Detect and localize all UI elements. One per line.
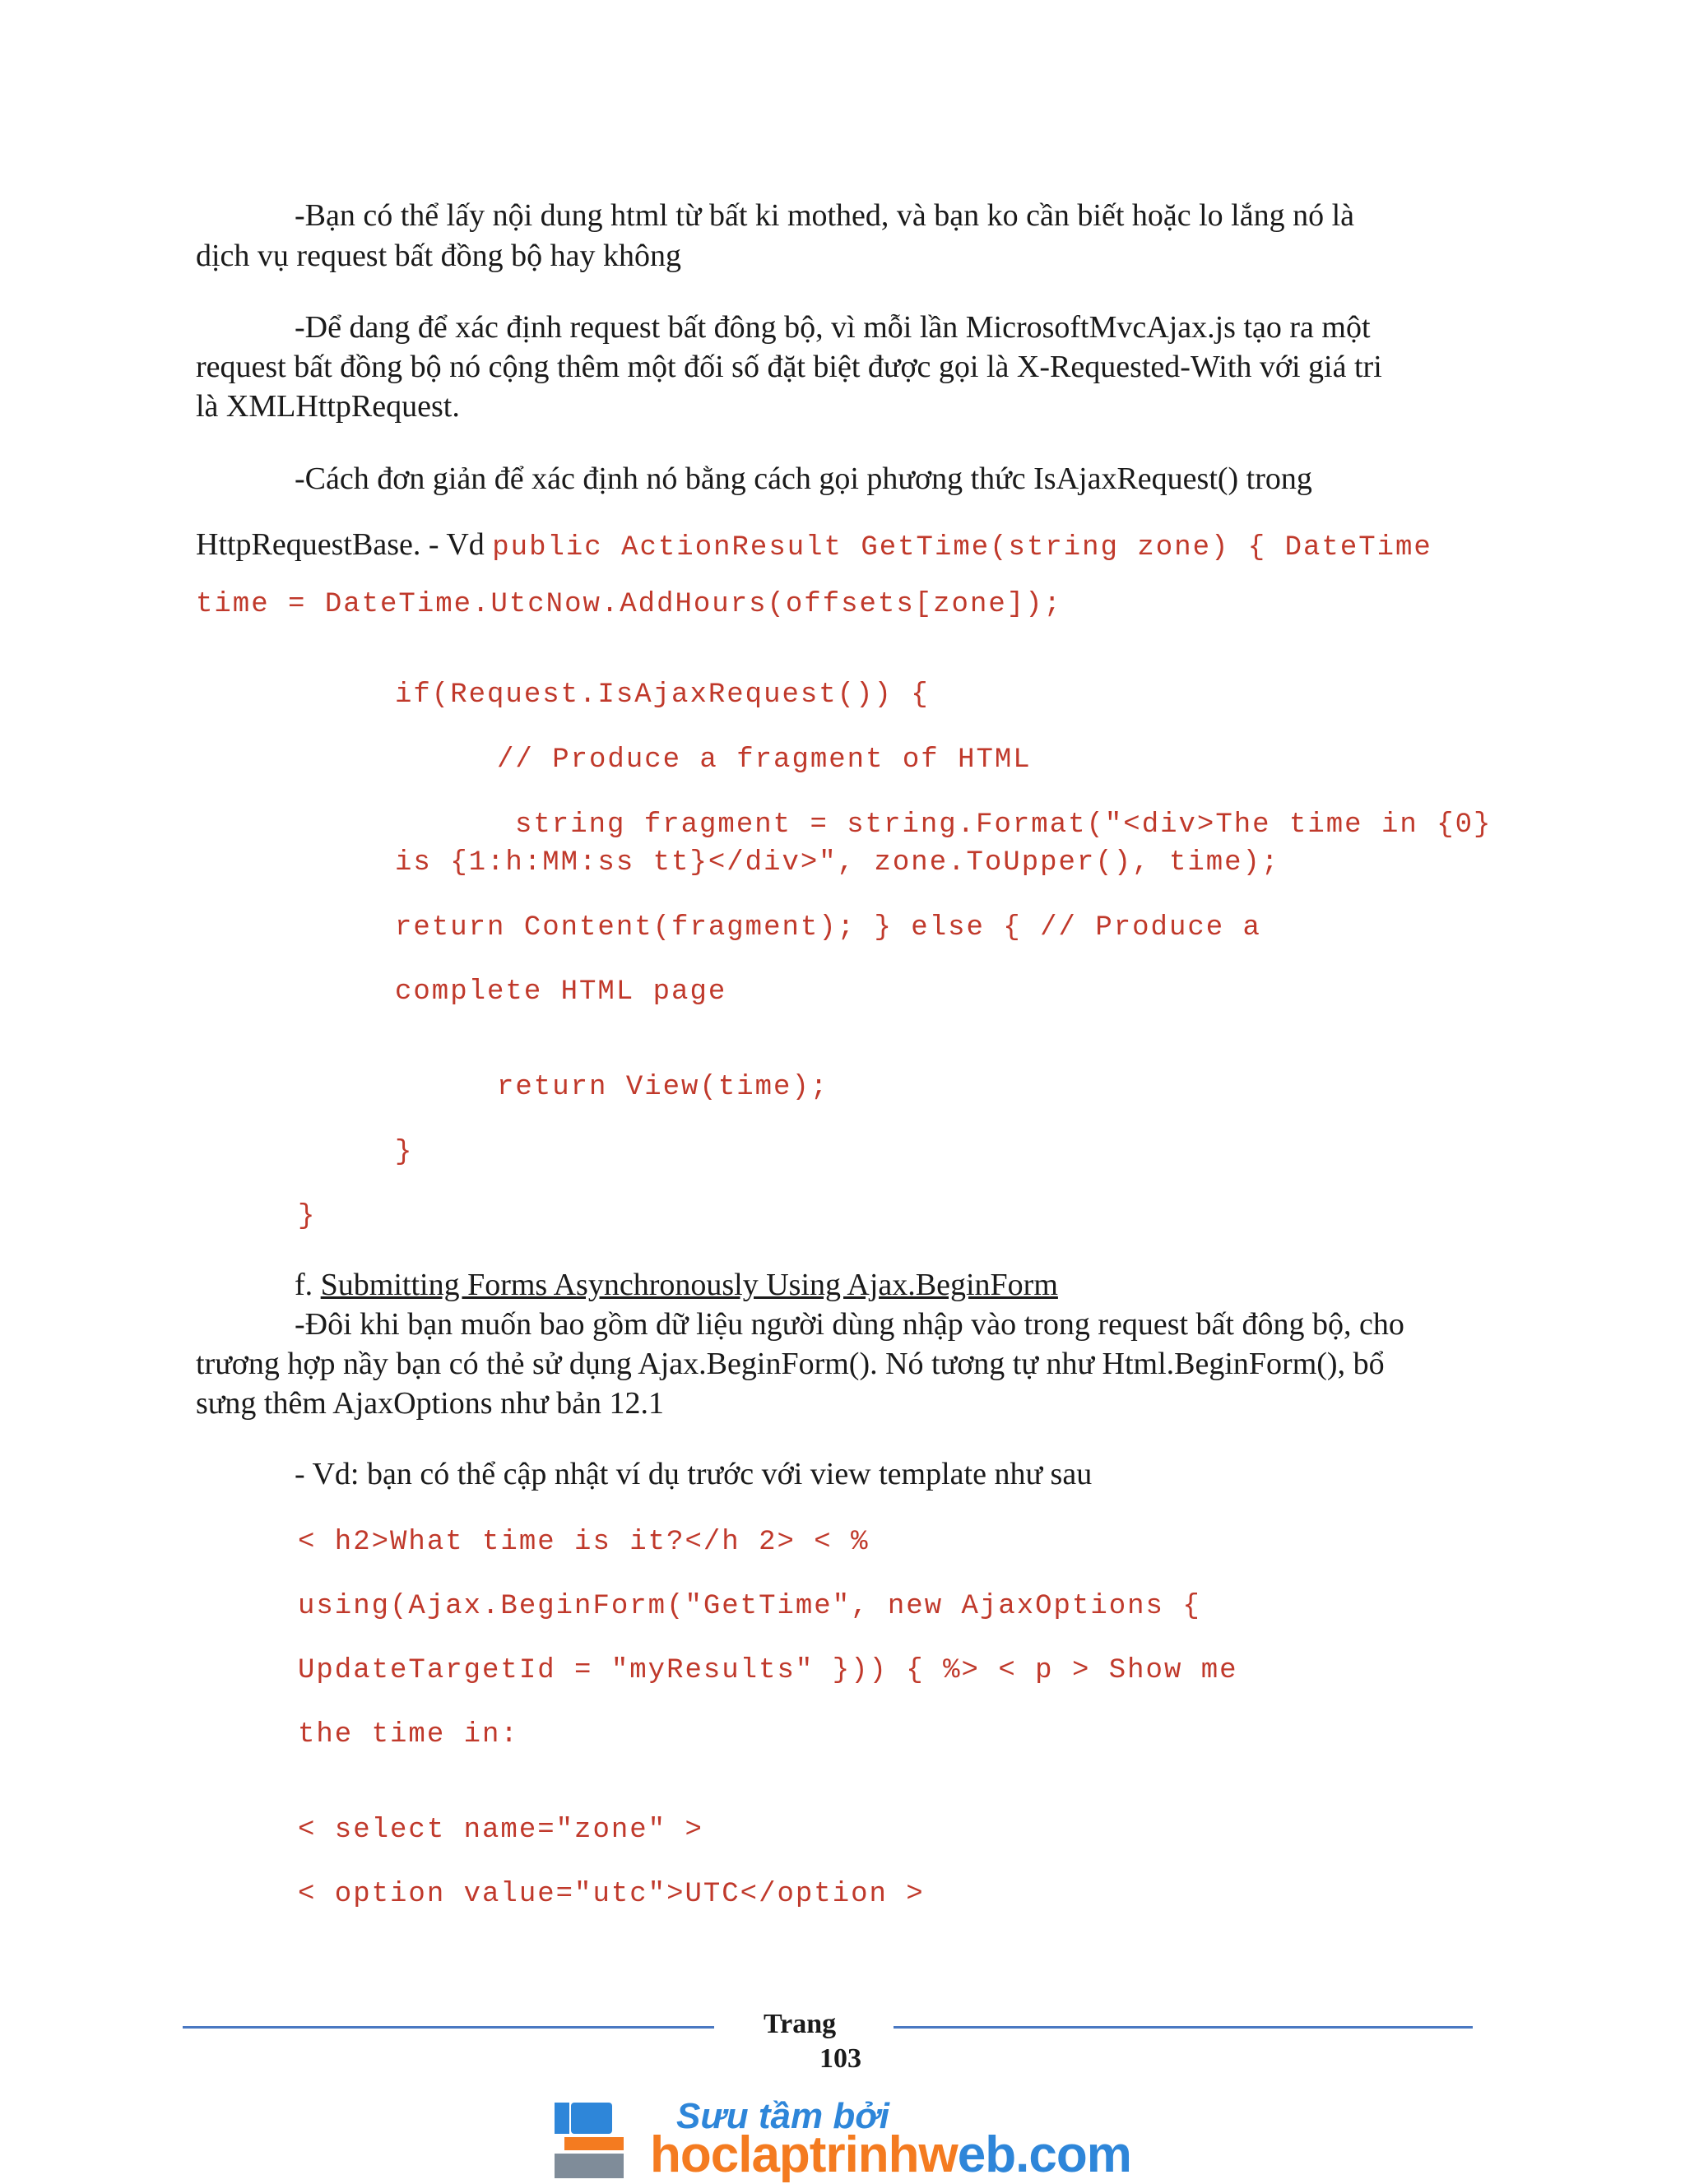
paragraph-1-line-1: -Bạn có thể lấy nội dung html từ bất ki mothed, và bạn ko cần biết hoặc lo lắng nó là — [295, 198, 1355, 233]
paragraph-2-line-2: request bất đồng bộ nó cộng thêm một đối số đặt biệt được gọi là X-Requested-With với giá tri — [196, 350, 1382, 384]
paragraph-1-line-2: dịch vụ request bất đồng bộ hay không — [196, 239, 681, 273]
code-line: < option value="utc">UTC</option > — [298, 1879, 925, 1910]
paragraph-3-code: public ActionResult GetTime(string zone) { DateTime — [492, 532, 1432, 563]
code-line: return View(time); — [497, 1072, 829, 1103]
paragraph-3-line-2 — [196, 525, 1432, 564]
logo-domain-c: b.com — [985, 2126, 1131, 2183]
code-line: complete HTML page — [395, 976, 727, 1008]
code-comment: // Produce a fragment of HTML — [497, 744, 1032, 776]
footer-rule-left — [183, 2026, 714, 2029]
section-heading-link[interactable]: Submitting Forms Asynchronously Using Ajax.BeginForm — [320, 1268, 1058, 1302]
paragraph-5: - Vd: bạn có thể cập nhật ví dụ trước với view template như sau — [295, 1457, 1093, 1491]
code-line: the time in: — [298, 1719, 519, 1750]
code-line: < h2>What time is it?</h 2> < % — [298, 1527, 870, 1558]
logo-domain-b: e — [957, 2126, 986, 2183]
code-line: using(Ajax.BeginForm("GetTime", new AjaxOptions { — [298, 1591, 1201, 1622]
paragraph-4-line-3: sưng thêm AjaxOptions như bản 12.1 — [196, 1386, 664, 1421]
paragraph-4-line-1: -Đôi khi bạn muốn bao gồm dữ liệu người dùng nhập vào trong request bất đông bộ, cho — [295, 1307, 1404, 1342]
code-line: time = DateTime.UtcNow.AddHours(offsets[zone]); — [196, 589, 1062, 620]
page-label: Trang — [764, 2009, 837, 2039]
logo-tagline: Sưu tầm bởi — [676, 2096, 889, 2136]
logo-domain — [650, 2126, 1131, 2184]
code-brace: } — [395, 1137, 414, 1168]
paragraph-3-text: HttpRequestBase. - Vd — [196, 527, 493, 562]
paragraph-2-line-3: là XMLHttpRequest. — [196, 389, 460, 424]
code-brace: } — [298, 1201, 317, 1232]
footer-rule-right — [894, 2026, 1473, 2029]
logo-mark-icon — [553, 2098, 632, 2180]
paragraph-4-line-2: trương hợp nầy bạn có thẻ sử dụng Ajax.BeginForm(). Nó tương tự như Html.BeginForm(), bổ — [196, 1347, 1385, 1381]
logo-domain-a: hoclaptrinhw — [650, 2126, 958, 2183]
code-line: is {1:h:MM:ss tt}</div>", zone.ToUpper(), time); — [395, 847, 1280, 879]
paragraph-2-line-1: -Dể dang để xác định request bất đông bộ, vì mỗi lần MicrosoftMvcAjax.js tạo ra một — [295, 310, 1371, 345]
paragraph-3-line-1: -Cách đơn giản để xác định nó bằng cách gọi phương thức IsAjaxRequest() trong — [295, 461, 1312, 496]
code-line: < select name="zone" > — [298, 1815, 703, 1846]
page-number: 103 — [819, 2043, 861, 2074]
code-line: UpdateTargetId = "myResults" })) { %> < p > Show me — [298, 1655, 1238, 1686]
site-logo — [553, 2096, 1145, 2183]
section-heading-prefix: f. — [295, 1268, 321, 1302]
section-heading — [295, 1265, 1058, 1305]
code-line: if(Request.IsAjaxRequest()) { — [395, 679, 930, 711]
code-line: string fragment = string.Format("<div>The time in {0} — [515, 809, 1492, 841]
code-line: return Content(fragment); } else { // Produce a — [395, 912, 1261, 944]
